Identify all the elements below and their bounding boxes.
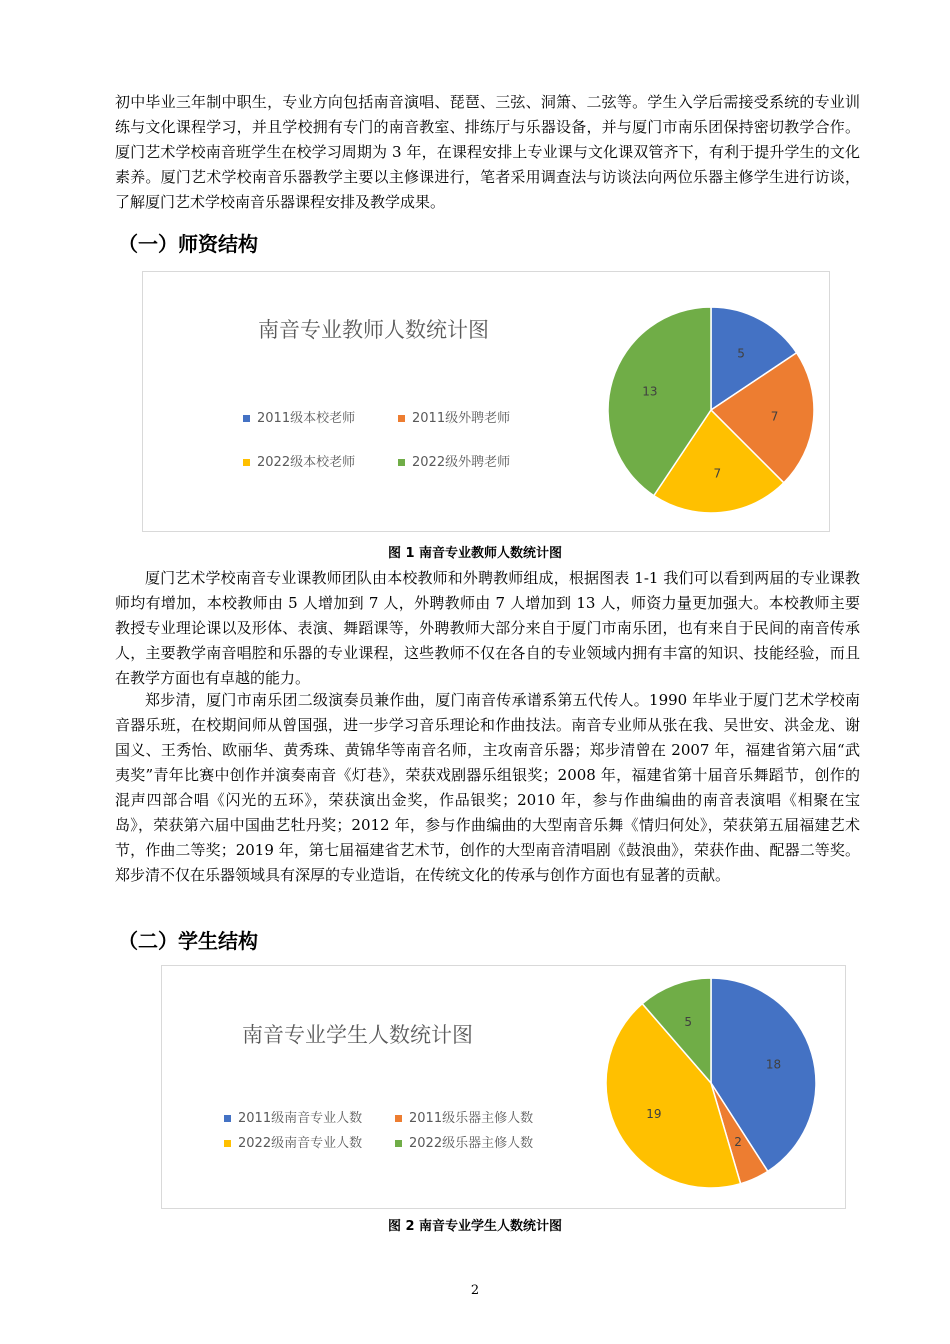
legend-label: 2022级乐器主修人数 (409, 1136, 534, 1151)
faculty-paragraph: 厦门艺术学校南音专业课教师团队由本校教师和外聘教师组成，根据图表 1-1 我们可以看到两届的专业课教师均有增加，本校教师由 5 人增加到 7 人，外聘教师由 7 人增加到 13 人，师资力量更加强大。本校教师主要教授专业理论课以及形体、表演、舞蹈课等，外聘教师大部分来自于厦门市南乐团，也有来自于民间的南音传承人，主要教学南音唱腔和乐器的专业课程，这些教师不仅在各自的专业领域内拥有丰富的知识、技能经验，而且在教学方面也有卓越的能力。 (115, 569, 860, 687)
pie-data-label: 2 (734, 1135, 742, 1150)
legend-label: 2011级本校老师 (257, 411, 356, 426)
section-heading-faculty: （一）师资结构 (118, 232, 258, 256)
intro-paragraph: 初中毕业三年制中职生，专业方向包括南音演唱、琵琶、三弦、洞箫、二弦等。学生入学后需接受系统的专业训练与文化课程学习，并且学校拥有专门的南音教室、排练厅与乐器设备，并与厦门市南乐团保持密切教学合作。厦门艺术学校南音班学生在校学习周期为 3 年，在课程安排上专业课与文化课双管齐下，有利于提升学生的文化素养。厦门艺术学校南音乐器教学主要以主修课进行，笔者采用调查法与访谈法向两位乐器主修学生进行访谈，了解厦门艺术学校南音乐器课程安排及教学成果。 (115, 93, 860, 211)
pie-data-label: 19 (646, 1107, 662, 1122)
student-pie (162, 966, 845, 1208)
pie-data-label: 7 (770, 409, 779, 424)
pie-data-label: 18 (765, 1057, 782, 1072)
legend-label: 2022级外聘老师 (412, 455, 511, 470)
pie-data-label: 5 (737, 346, 745, 361)
student-chart-title: 南音专业学生人数统计图 (242, 1023, 473, 1047)
page-number: 2 (470, 1283, 480, 1298)
figure-1-caption: 图 1 南音专业教师人数统计图 (387, 546, 563, 561)
legend-label: 2011级南音专业人数 (238, 1111, 363, 1126)
biography-paragraph: 郑步清，厦门市南乐团二级演奏员兼作曲，厦门南音传承谱系第五代传人。1990 年毕业于厦门艺术学校南音器乐班，在校期间师从曾国强，进一步学习音乐理论和作曲技法。南音专业师从张在我、吴世安、洪金龙、谢国义、王秀怡、欧丽华、黄秀珠、黄锦华等南音名师，主攻南音乐器；郑步清曾在 2007 年，福建省第六届“武夷奖”青年比赛中创作并演奏南音《灯巷》，荣获戏剧器乐组银奖；2008 年，福建省第十届音乐舞蹈节，创作的混声四部合唱《闪光的五环》，荣获演出金奖，作品银奖；2010 年，参与作曲编曲的南音表演唱《相聚在宝岛》，荣获第六届中国曲艺牡丹奖；2012 年，参与作曲编曲的大型南音乐舞《情归何处》，荣获第五届福建艺术节，作曲二等奖；2019 年，第七届福建省艺术节，创作的大型南音清唱剧《鼓浪曲》，荣获作曲、配器二等奖。郑步清不仅在乐器领域具有深厚的专业造诣，在传统文化的传承与创作方面也有显著的贡献。 (115, 691, 860, 884)
legend-label: 2022级南音专业人数 (238, 1136, 363, 1151)
teacher-chart-title: 南音专业教师人数统计图 (258, 318, 489, 342)
pie-data-label: 5 (684, 1015, 693, 1030)
pie-data-label: 7 (713, 466, 722, 481)
student-chart (161, 965, 846, 1209)
section-heading-students: （二）学生结构 (118, 929, 258, 953)
legend-label: 2022级本校老师 (257, 455, 356, 470)
figure-2-caption: 图 2 南音专业学生人数统计图 (387, 1219, 563, 1234)
legend-label: 2011级乐器主修人数 (409, 1111, 534, 1126)
teacher-chart (142, 271, 830, 532)
pie-data-label: 13 (642, 384, 658, 399)
teacher-pie (143, 272, 829, 531)
legend-label: 2011级外聘老师 (412, 411, 511, 426)
